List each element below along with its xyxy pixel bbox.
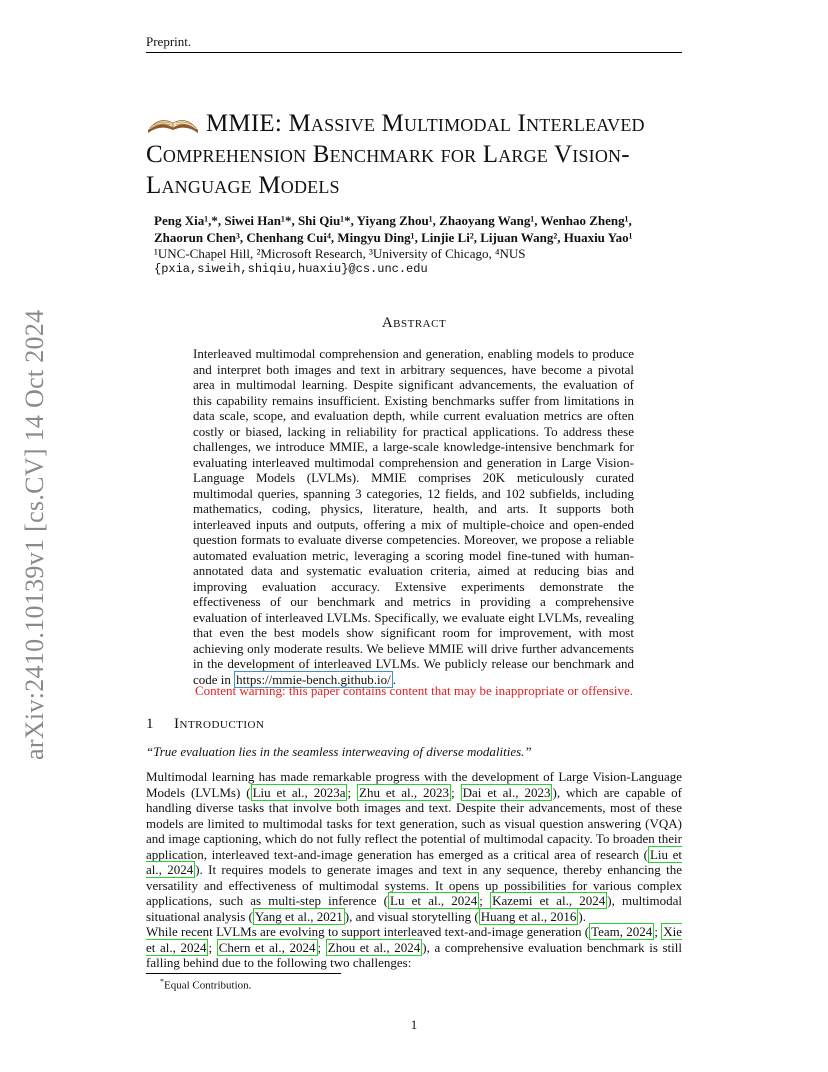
footnote-mark: * (160, 977, 164, 986)
citation-link[interactable]: Liu et al., 2023a (252, 784, 346, 800)
citation-link[interactable]: Dai et al., 2023 (462, 784, 551, 800)
citation-link[interactable]: Huang et al., 2016 (480, 908, 577, 924)
citation-link[interactable]: Zhu et al., 2023 (359, 784, 450, 800)
intro-paragraph-2: While recent LVLMs are evolving to support interleaved text-and-image generation ( Team, 2024 ; Xie et al., 2024 ; Chern et al., 2024 ; Zhou et al., 2024 ), a comprehensive evaluation benchmark is still falling behind due to the following two challenges: (146, 924, 682, 970)
citation-link[interactable]: Liu et al., 2024 (146, 846, 682, 877)
running-header: Preprint. (146, 34, 192, 49)
title-line-3: Language Models (146, 172, 340, 199)
citation-link[interactable]: Chern et al., 2024 (218, 939, 316, 955)
intro-paragraph-1: Multimodal learning has made remarkable progress with the development of Large Vision-Language Models (LVLMs) ( Liu et al., 2023a ; Zhu et al., 2023 ; Dai et al., 2023 ), which are capable of handling diverse tasks that involve both images and text. Despite their advancements, most of these models are limited to multimodal tasks for text generation, such as visual question answering (VQA) and image captioning, which do not fully reflect the potential of multimodal capacity. To broaden their application, interleaved text-and-image generation has emerged as a critical area of research ( Liu et al., 2024 ). It requires models to generate images and text in any sequence, thereby enhancing the versatility and effectiveness of multimodal systems. It opens up possibilities for various complex applications, such as multi-step inference ( Lu et al., 2024 ; Kazemi et al., 2024 ), multimodal situational analysis ( Yang et al., 2021 ), and visual storytelling ( Huang et al., 2016 ). (146, 769, 683, 924)
footnote-text: Equal Contribution. (164, 979, 252, 992)
abstract-body: Interleaved multimodal comprehension and generation, enabling models to produce and interpret both images and text in arbitrary sequences, have become a pivotal area in multimodal learning. Despite significant advancements, the evaluation of this capability remains insufficient. Existing benchmarks suffer from limitations in data scale, scope, and evaluation depth, while current evaluation metrics are often costly or biased, lacking in reliability for practical applications. To address these challenges, we introduce MMIE, a large-scale knowledge-intensive benchmark for evaluating interleaved multimodal comprehension and generation in Large Vision-Language Models (LVLMs). MMIE comprises 20K meticulously curated multimodal queries, spanning 3 categories, 12 fields, and 102 subfields, including mathematics, coding, physics, literature, health, and arts. It supports both interleaved inputs and outputs, offering a mix of multiple-choice and open-ended question formats to evaluate diverse competencies. Moreover, we propose a reliable automated evaluation metric, leveraging a scoring model fine-tuned with human-annotated data and systematic evaluation criteria, aimed at reducing bias and improving evaluation accuracy. Extensive experiments demonstrate the effectiveness of our benchmark and metrics in providing a comprehensive evaluation of interleaved LVLMs. Specifically, we evaluate eight LVLMs, revealing that even the best models show significant room for improvement, with most achieving only moderate results. We believe MMIE will drive further advancements in the development of interleaved LVLMs. We publicly release our benchmark and code in https://mmie-bench.github.io/ . (193, 346, 634, 687)
authors-line-2: Zhaorun Chen³, Chenhang Cui⁴, Mingyu Ding¹, Linjie Li², Lijuan Wang², Huaxiu Yao¹ (154, 230, 633, 245)
section-number: 1 (146, 716, 154, 732)
section-title: Introduction (174, 716, 265, 732)
page-number: 1 (410, 1017, 418, 1032)
citation-link[interactable]: Lu et al., 2024 (390, 893, 478, 908)
paper-title (146, 108, 706, 201)
abstract-text: Interleaved multimodal comprehension and generation, enabling models to produce and interpret both images and text in arbitrary sequences, have become a pivotal area in multimodal learning. Despite significant advancements, the evaluation of this capability remains insufficient. Existing benchmarks suffer from limitations in data scale, scope, and evaluation depth, while current evaluation metrics are often costly or biased, lacking in reliability for practical applications. To address these challenges, we introduce MMIE, a large-scale knowledge-intensive benchmark for evaluating interleaved multimodal comprehension and generation in Large Vision-Language Models (LVLMs). MMIE comprises 20K meticulously curated multimodal queries, spanning 3 categories, 12 fields, and 102 subfields, including mathematics, coding, physics, literature, health, and arts. It supports both interleaved inputs and outputs, offering a mix of multiple-choice and open-ended question formats to evaluate diverse competencies. Moreover, we propose a reliable automated evaluation metric, leveraging a scoring model fine-tuned with human-annotated data and systematic evaluation criteria, aimed at reducing bias and improving evaluation accuracy. Extensive experiments demonstrate the effectiveness of our benchmark and metrics in providing a comprehensive evaluation of interleaved LVLMs. Specifically, we evaluate eight LVLMs, revealing that even the best models show significant room for improvement, with most achieving only moderate results. We believe MMIE will drive further advancements in the development of interleaved LVLMs. We publicly release our benchmark and code in (193, 346, 634, 687)
citation-link[interactable]: Zhou et al., 2024 (327, 939, 421, 955)
author-list (154, 212, 694, 246)
section-heading (146, 716, 264, 733)
citation-link[interactable]: Xie et al., 2024 (146, 924, 682, 955)
project-link[interactable]: https://mmie-bench.github.io/ (236, 671, 391, 687)
title-line-2: Comprehension Benchmark for Large Vision- (146, 141, 630, 168)
title-line-1: MMIE: Massive Multimodal Interleaved (206, 110, 645, 137)
citation-link[interactable]: Yang et al., 2021 (254, 908, 343, 924)
footnote (160, 977, 251, 992)
epigraph-quote: “True evaluation lies in the seamless interweaving of diverse modalities.” (146, 744, 532, 759)
author-emails: {pxia,siweih,shiqiu,huaxiu}@cs.unc.edu (154, 262, 428, 276)
citation-link[interactable]: Kazemi et al., 2024 (492, 893, 606, 908)
authors-line-1: Peng Xia¹,*, Siwei Han¹*, Shi Qiu¹*, Yiyang Zhou¹, Zhaoyang Wang¹, Wenhao Zheng¹, (154, 213, 632, 228)
header-rule (146, 52, 682, 53)
content-warning: Content warning: this paper contains content that may be inappropriate or offensive. (194, 683, 634, 698)
abstract-heading: Abstract (381, 315, 447, 331)
citation-link[interactable]: Team, 2024 (591, 924, 653, 939)
affiliations: ¹UNC-Chapel Hill, ²Microsoft Research, ³University of Chicago, ⁴NUS (154, 246, 526, 261)
arxiv-stamp: arXiv:2410.10139v1 [cs.CV] 14 Oct 2024 (20, 309, 49, 760)
footnote-rule (146, 973, 341, 974)
